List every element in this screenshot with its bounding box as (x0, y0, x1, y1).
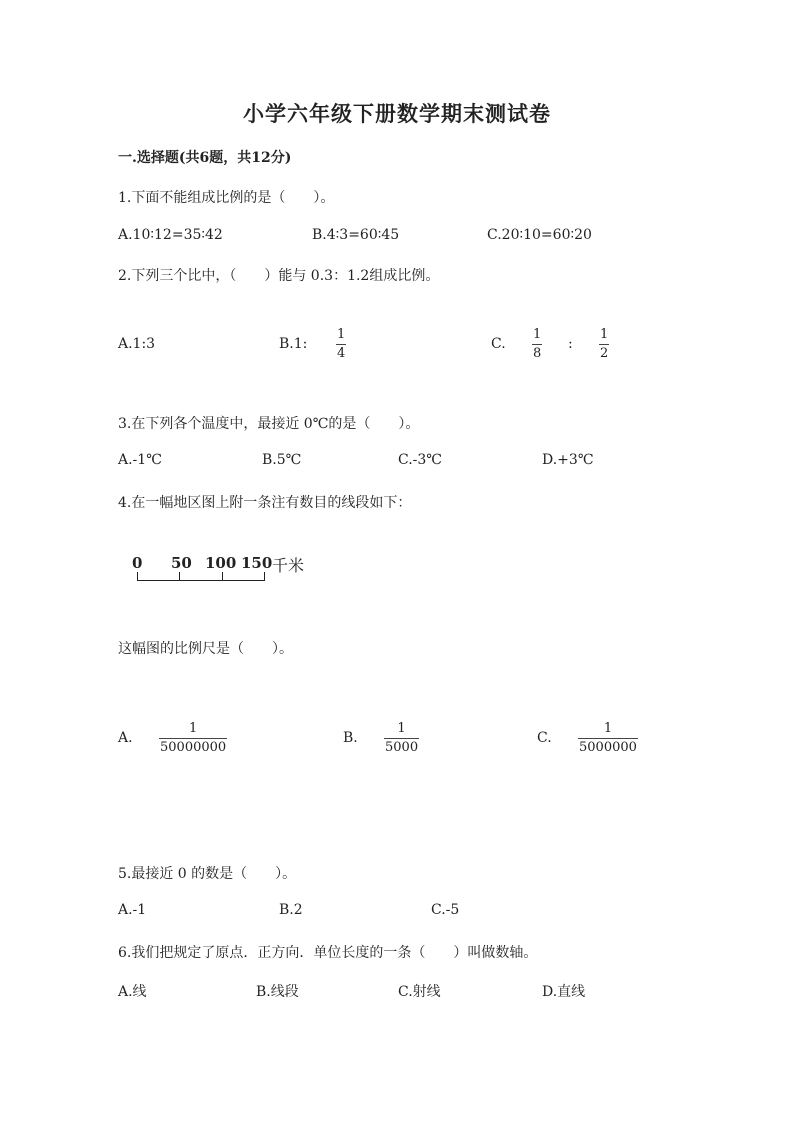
q3-option-b: B.5℃ (262, 452, 302, 468)
q2-option-b-fraction (336, 327, 346, 362)
page-title: 小学六年级下册数学期末测试卷 (243, 101, 551, 126)
fraction-denominator: 5000 (385, 740, 419, 755)
q2-option-c-fraction-2 (599, 327, 609, 362)
q4-option-a-fraction (159, 721, 227, 756)
fraction-denominator: 5000000 (579, 740, 637, 755)
scale-tick (222, 572, 223, 581)
q4-option-b-prefix: B. (343, 730, 358, 746)
q2-option-a: A.1:3 (118, 336, 156, 352)
q5-option-c: C.-5 (431, 902, 460, 918)
fraction-bar (336, 344, 346, 345)
question-4-text: 4.在一幅地区图上附一条注有数目的线段如下： (118, 495, 412, 511)
q2-option-b-prefix: B.1: (279, 336, 308, 352)
q4-option-b-fraction (384, 721, 419, 756)
fraction-numerator: 1 (600, 327, 609, 342)
fraction-numerator: 1 (533, 327, 542, 342)
fraction-denominator: 4 (337, 346, 346, 361)
question-3-text: 3.在下列各个温度中，最接近 0℃的是（ ）。 (118, 416, 420, 432)
fraction-numerator: 1 (397, 721, 406, 736)
fraction-bar (384, 738, 419, 739)
q4-option-c-prefix: C. (537, 730, 552, 746)
fraction-bar (532, 344, 542, 345)
q1-option-b: B.4∶3=60∶45 (312, 227, 400, 243)
q2-option-c-prefix: C. (491, 336, 506, 352)
fraction-bar (159, 738, 227, 739)
q5-option-a: A.-1 (118, 902, 147, 918)
scale-label-150: 150 (241, 554, 273, 572)
fraction-denominator: 50000000 (160, 740, 227, 755)
scale-label-0: 0 (132, 554, 143, 572)
q6-option-b: B.线段 (256, 984, 299, 1000)
question-6-text: 6.我们把规定了原点．正方向．单位长度的一条（ ）叫做数轴。 (118, 945, 538, 961)
q1-option-c: C.20∶10=60∶20 (487, 227, 592, 243)
question-5-text: 5.最接近 0 的数是（ ）。 (118, 866, 297, 882)
scale-tick (137, 572, 138, 581)
q3-option-a: A.-1℃ (118, 452, 162, 468)
scale-line (137, 580, 265, 581)
q3-option-d: D.+3℃ (542, 452, 594, 468)
fraction-bar (578, 738, 638, 739)
fraction-numerator: 1 (188, 721, 198, 736)
scale-label-100: 100 (205, 554, 237, 572)
q2-option-c-colon: : (568, 336, 573, 352)
fraction-denominator: 2 (600, 346, 609, 361)
q6-option-a: A.线 (118, 984, 147, 1000)
q4-option-c-fraction (578, 721, 638, 756)
q2-option-c-fraction-1 (532, 327, 542, 362)
section-heading: 一.选择题(共6题，共12分) (118, 150, 292, 166)
q5-option-b: B.2 (279, 902, 303, 918)
q4-option-a-prefix: A. (118, 730, 133, 746)
scale-label-50: 50 (171, 554, 192, 572)
question-2-text: 2.下列三个比中，（ ）能与 0.3：1.2组成比例。 (118, 268, 440, 284)
q6-option-c: C.射线 (398, 984, 441, 1000)
fraction-bar (599, 344, 609, 345)
fraction-numerator: 1 (603, 721, 613, 736)
q6-option-d: D.直线 (542, 984, 586, 1000)
question-1-text: 1.下面不能组成比例的是（ ）。 (118, 190, 335, 206)
fraction-denominator: 8 (533, 346, 542, 361)
fraction-numerator: 1 (337, 327, 346, 342)
question-4-prompt: 这幅图的比例尺是（ ）。 (118, 641, 293, 657)
scale-tick (264, 572, 265, 581)
q3-option-c: C.-3℃ (398, 452, 442, 468)
scale-tick (179, 572, 180, 581)
q1-option-a: A.10∶12=35∶42 (118, 227, 223, 243)
scale-unit: 千米 (272, 556, 305, 575)
